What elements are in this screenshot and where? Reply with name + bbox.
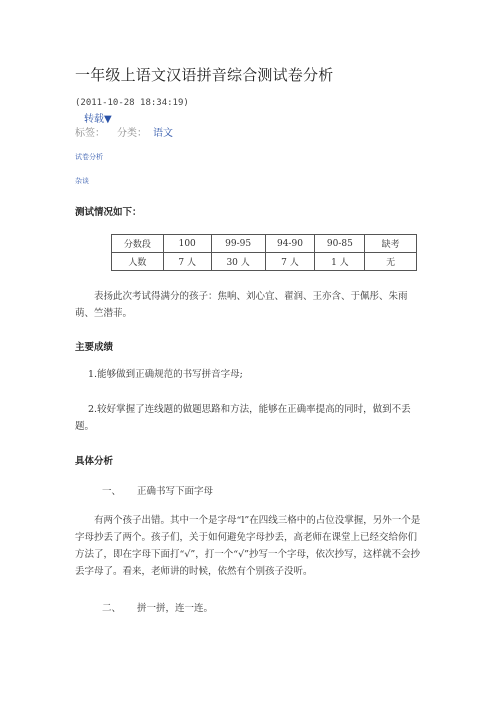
table-cell: 90-85 <box>315 235 365 253</box>
table-cell: 分数段 <box>112 235 164 253</box>
link-misc[interactable]: 杂谈 <box>75 177 89 185</box>
table-cell: 7 人 <box>265 253 315 271</box>
tags-row <box>75 124 173 139</box>
detailed-analysis-heading: 具体分析 <box>75 456 114 467</box>
analysis-paragraph: 有两个孩子出错。其中一个是字母“l”在四线三格中的占位没掌握，另外一个是字母抄丢了两个。孩子们，关于如何避免字母抄丢，高老师在课堂上已经交给你们方法了，即在字母下面打“√”，打一个“√”抄写一个字母，依次抄写，这样就不会抄丢字母了。看来，老师讲的时候，依然有个别孩子没听。 <box>75 515 421 577</box>
table-header-row <box>112 235 417 253</box>
section-title: 正确书写下面字母 <box>137 486 214 497</box>
table-row <box>112 253 417 271</box>
table-cell: 30 人 <box>211 253 265 271</box>
analysis-section-2 <box>102 600 213 614</box>
result-item-1: 1.能够做到正确规范的书写拼音字母; <box>88 369 243 380</box>
result-item-2: 2.较好掌握了连线题的做题思路和方法，能够在正确率提高的同时，做到不丢题。 <box>75 404 411 432</box>
test-situation-heading: 测试情况如下： <box>75 207 142 218</box>
table-cell: 无 <box>365 253 417 271</box>
repost-link[interactable]: 转载▼ <box>84 114 112 125</box>
article-title: 一年级上语文汉语拼音综合测试卷分析 <box>75 66 334 84</box>
main-results-heading: 主要成绩 <box>75 342 114 353</box>
table-cell: 人数 <box>112 253 164 271</box>
table-cell: 100 <box>163 235 211 253</box>
table-cell: 缺考 <box>365 235 417 253</box>
section-title: 拼一拼，连一连。 <box>137 603 214 614</box>
category-link[interactable]: 语文 <box>153 128 173 139</box>
link-test-analysis[interactable]: 试卷分析 <box>75 153 103 161</box>
score-table <box>111 234 417 271</box>
table-cell: 99-95 <box>211 235 265 253</box>
table-cell: 1 人 <box>315 253 365 271</box>
praise-paragraph: 表扬此次考试得满分的孩子：焦响、刘心宜、翟润、王亦含、于佩彤、朱雨萌、竺潜菲。 <box>75 291 408 319</box>
table-cell: 94-90 <box>265 235 315 253</box>
table-cell: 7 人 <box>163 253 211 271</box>
post-date: (2011-10-28 18:34:19) <box>75 98 189 108</box>
section-number: 一、 <box>102 486 122 497</box>
analysis-section-1 <box>102 483 213 497</box>
section-number: 二、 <box>102 603 122 614</box>
category-label: 分类： <box>117 128 147 139</box>
tags-label: 标签： <box>75 128 105 139</box>
